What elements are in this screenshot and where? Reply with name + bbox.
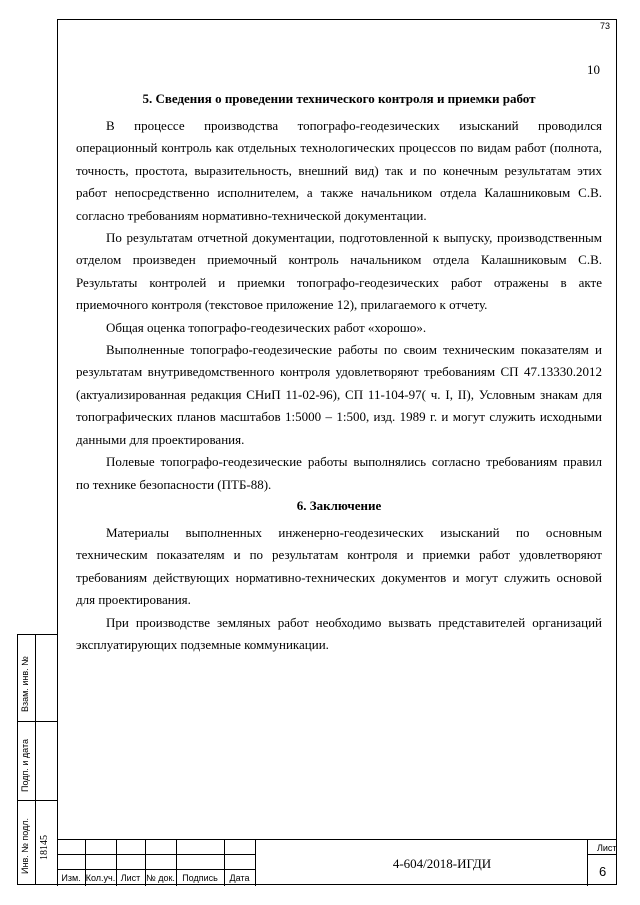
title-block-line <box>57 869 255 870</box>
title-block-line <box>255 840 256 886</box>
header-signature: Подпись <box>182 873 218 883</box>
header-kol-uch: Кол.уч. <box>85 873 116 883</box>
header-date: Дата <box>229 873 250 883</box>
side-stamp <box>17 634 57 885</box>
title-block-line <box>587 840 588 886</box>
document-body <box>76 89 602 656</box>
sheet-number-top: 73 <box>599 21 610 31</box>
section-6-paragraph-2: При производстве земляных работ необходимо вызвать представителей организаций эксплуатирующих подземные коммуникации. <box>76 614 602 652</box>
side-stamp-border-left <box>17 634 18 885</box>
section-5-paragraph-4: Выполненные топографо-геодезические работы по своим техническим показателям и результатам внутриведомственного контроля удовлетворяют требованиям СП 47.13330.2012 (актуализированная редакция СНиП 11-02-96), СП 11-104-97( ч. I, II), Условным знакам для топографических планов масштабов 1:5000 – 1:500, изд. 1989 г. и могут служить исходными данными для проектирования. <box>76 342 602 447</box>
section-5-paragraph-1: В процессе производства топографо-геодезических изысканий проводился операционный контроль как отдельных технологических процессов по видам работ (полнота, точность, простота, выразительность, внешний вид) так и по конечным результатам этих работ непосредственно исполнителем, а также начальником отдела Калашниковым С.В. согласно требованиям нормативно-технической документации. <box>76 118 602 223</box>
side-stamp-row-line <box>17 800 57 801</box>
header-doc-no: № док. <box>146 873 175 883</box>
side-stamp-row-line <box>17 884 57 885</box>
document-code: 4-604/2018-ИГДИ <box>392 856 492 871</box>
side-label-vzam-inv: Взам. инв. № <box>20 656 30 712</box>
side-value-inv-podl: 18145 <box>39 835 50 860</box>
side-label-inv-podl: Инв. № подл. <box>20 817 30 874</box>
page-number: 10 <box>587 62 600 77</box>
header-izm: Изм. <box>61 873 81 883</box>
sheet-label: Лист <box>597 843 617 853</box>
title-block-line <box>57 854 255 855</box>
header-list: Лист <box>120 873 141 883</box>
side-stamp-row-line <box>17 721 57 722</box>
sheet-value: 6 <box>599 864 607 879</box>
section-6-paragraph-1: Материалы выполненных инженерно-геодезических изысканий по основным техническим показателям и по результатам контроля и приемки работ удовлетворяют требованиям действующих нормативно-технических документов и могут служить основой для проектирования. <box>76 524 602 608</box>
section-5-paragraph-2: По результатам отчетной документации, подготовленной к выпуску, производственным отделом произведен приемочный контроль начальником отдела Калашниковым С.В. Результаты контролей и приемки топографо-геодезических работ отражены в акте приемочного контроля (текстовое приложение 12), прилагаемого к отчету. <box>76 230 602 313</box>
section-5-heading: 5. Сведения о проведении технического контроля и приемки работ <box>142 91 536 106</box>
title-block <box>57 839 617 885</box>
section-5-paragraph-3: Общая оценка топографо-геодезических работ «хорошо». <box>106 319 427 335</box>
side-stamp-row-line <box>17 634 57 635</box>
section-5-paragraph-5: Полевые топографо-геодезические работы выполнялись согласно требованиям правил по технике безопасности (ПТБ-88). <box>76 454 602 492</box>
side-label-podp-data: Подп. и дата <box>20 738 30 792</box>
section-6-heading: 6. Заключение <box>296 497 382 513</box>
side-stamp-border-mid <box>35 634 36 885</box>
title-block-line <box>587 854 617 855</box>
